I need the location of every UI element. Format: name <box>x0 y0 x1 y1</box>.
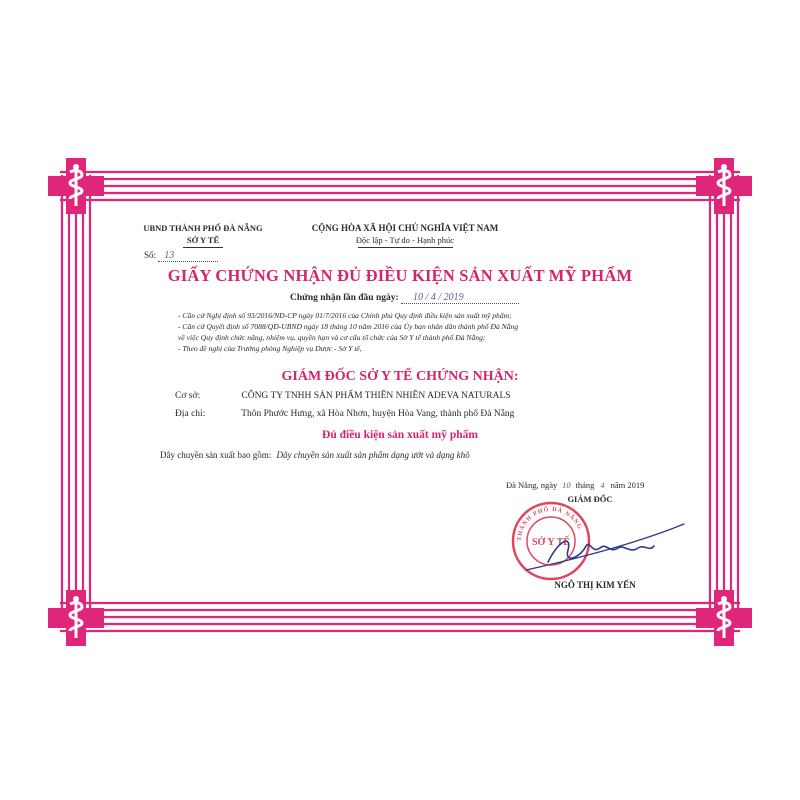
production-line-row <box>160 450 700 460</box>
qualification-statement: Đủ điều kiện sản xuất mỹ phẩm <box>322 429 478 441</box>
number-value: 13 <box>164 250 175 261</box>
national-name: CỘNG HÒA XÃ HỘI CHỦ NGHĨA VIỆT NAM <box>311 223 499 233</box>
medical-cross-icon <box>692 586 756 650</box>
first-issue-label: Chứng nhận lần đầu ngày: <box>290 293 399 303</box>
facility-row <box>175 391 695 401</box>
address-label: Địa chỉ: <box>175 409 206 419</box>
stamp-ring-text: THÀNH PHỐ ĐÀ NẴNG <box>516 506 583 542</box>
national-motto-block <box>290 222 520 248</box>
basis-line-4: - Theo đề nghị của Trưởng phòng Nghiệp vụ Dược - Sở Y tế, <box>178 344 362 353</box>
address-value: Thôn Phước Hưng, xã Hòa Nhơn, huyện Hòa Vang, thành phố Đà Nẵng <box>241 409 515 419</box>
medical-cross-icon <box>44 586 108 650</box>
number-label: Số: <box>144 250 157 260</box>
legal-basis <box>178 310 678 354</box>
basis-line-1: - Căn cứ Nghị định số 93/2016/NĐ-CP ngày 01/7/2016 của Chính phủ Quy định điều kiện sản xuất mỹ phẩm; <box>178 311 512 320</box>
facility-label: Cơ sở: <box>175 391 201 401</box>
facility-value: CÔNG TY TNHH SẢN PHẨM THIÊN NHIÊN ADEVA NATURALS <box>241 391 511 401</box>
issuer-department: SỞ Y TẾ <box>186 235 220 245</box>
basis-line-2: - Căn cứ Quyết định số 7088/QĐ-UBND ngày 18 tháng 10 năm 2016 của Ủy ban nhân dân thành phố Đà Nẵng <box>178 322 519 331</box>
address-row <box>175 409 695 419</box>
medical-cross-icon <box>44 154 108 218</box>
signer-role: GIÁM ĐỐC <box>567 494 613 504</box>
first-issue-date <box>290 292 519 304</box>
month-label: tháng <box>575 480 595 490</box>
medical-cross-icon <box>692 154 756 218</box>
stamp-center-text: SỞ Y TẾ <box>532 537 570 548</box>
director-heading: GIÁM ĐỐC SỞ Y TẾ CHỨNG NHẬN: <box>281 369 519 384</box>
place-date <box>506 480 644 490</box>
signer-name: NGÔ THỊ KIM YẾN <box>554 580 636 590</box>
certificate-title: GIẤY CHỨNG NHẬN ĐỦ ĐIỀU KIỆN SẢN XUẤT MỸ PHẨM <box>167 266 633 285</box>
signature-day: 10 <box>562 480 571 490</box>
place-date-prefix: Đà Nẵng, ngày <box>506 480 558 490</box>
national-motto: Độc lập - Tự do - Hạnh phúc <box>355 235 455 245</box>
issuer-city: UBND THÀNH PHỐ ĐÀ NẴNG <box>143 223 263 233</box>
basis-line-3: về việc Quy định chức năng, nhiệm vụ, quyền hạn và cơ cấu tổ chức của Sở Y tế thành phố Đà Nẵng; <box>178 333 486 342</box>
first-issue-value: 10 / 4 / 2019 <box>413 292 464 303</box>
production-label: Dây chuyền sản xuất bao gồm: <box>160 450 272 460</box>
handwritten-signature <box>520 518 690 578</box>
signature-month: 4 <box>600 480 605 490</box>
issuer-block <box>118 222 288 248</box>
production-value: Dây chuyền sản xuất sản phẩm dạng ướt và dạng khô <box>276 450 470 460</box>
year-label: năm 2019 <box>610 480 645 490</box>
document-number <box>144 250 218 262</box>
